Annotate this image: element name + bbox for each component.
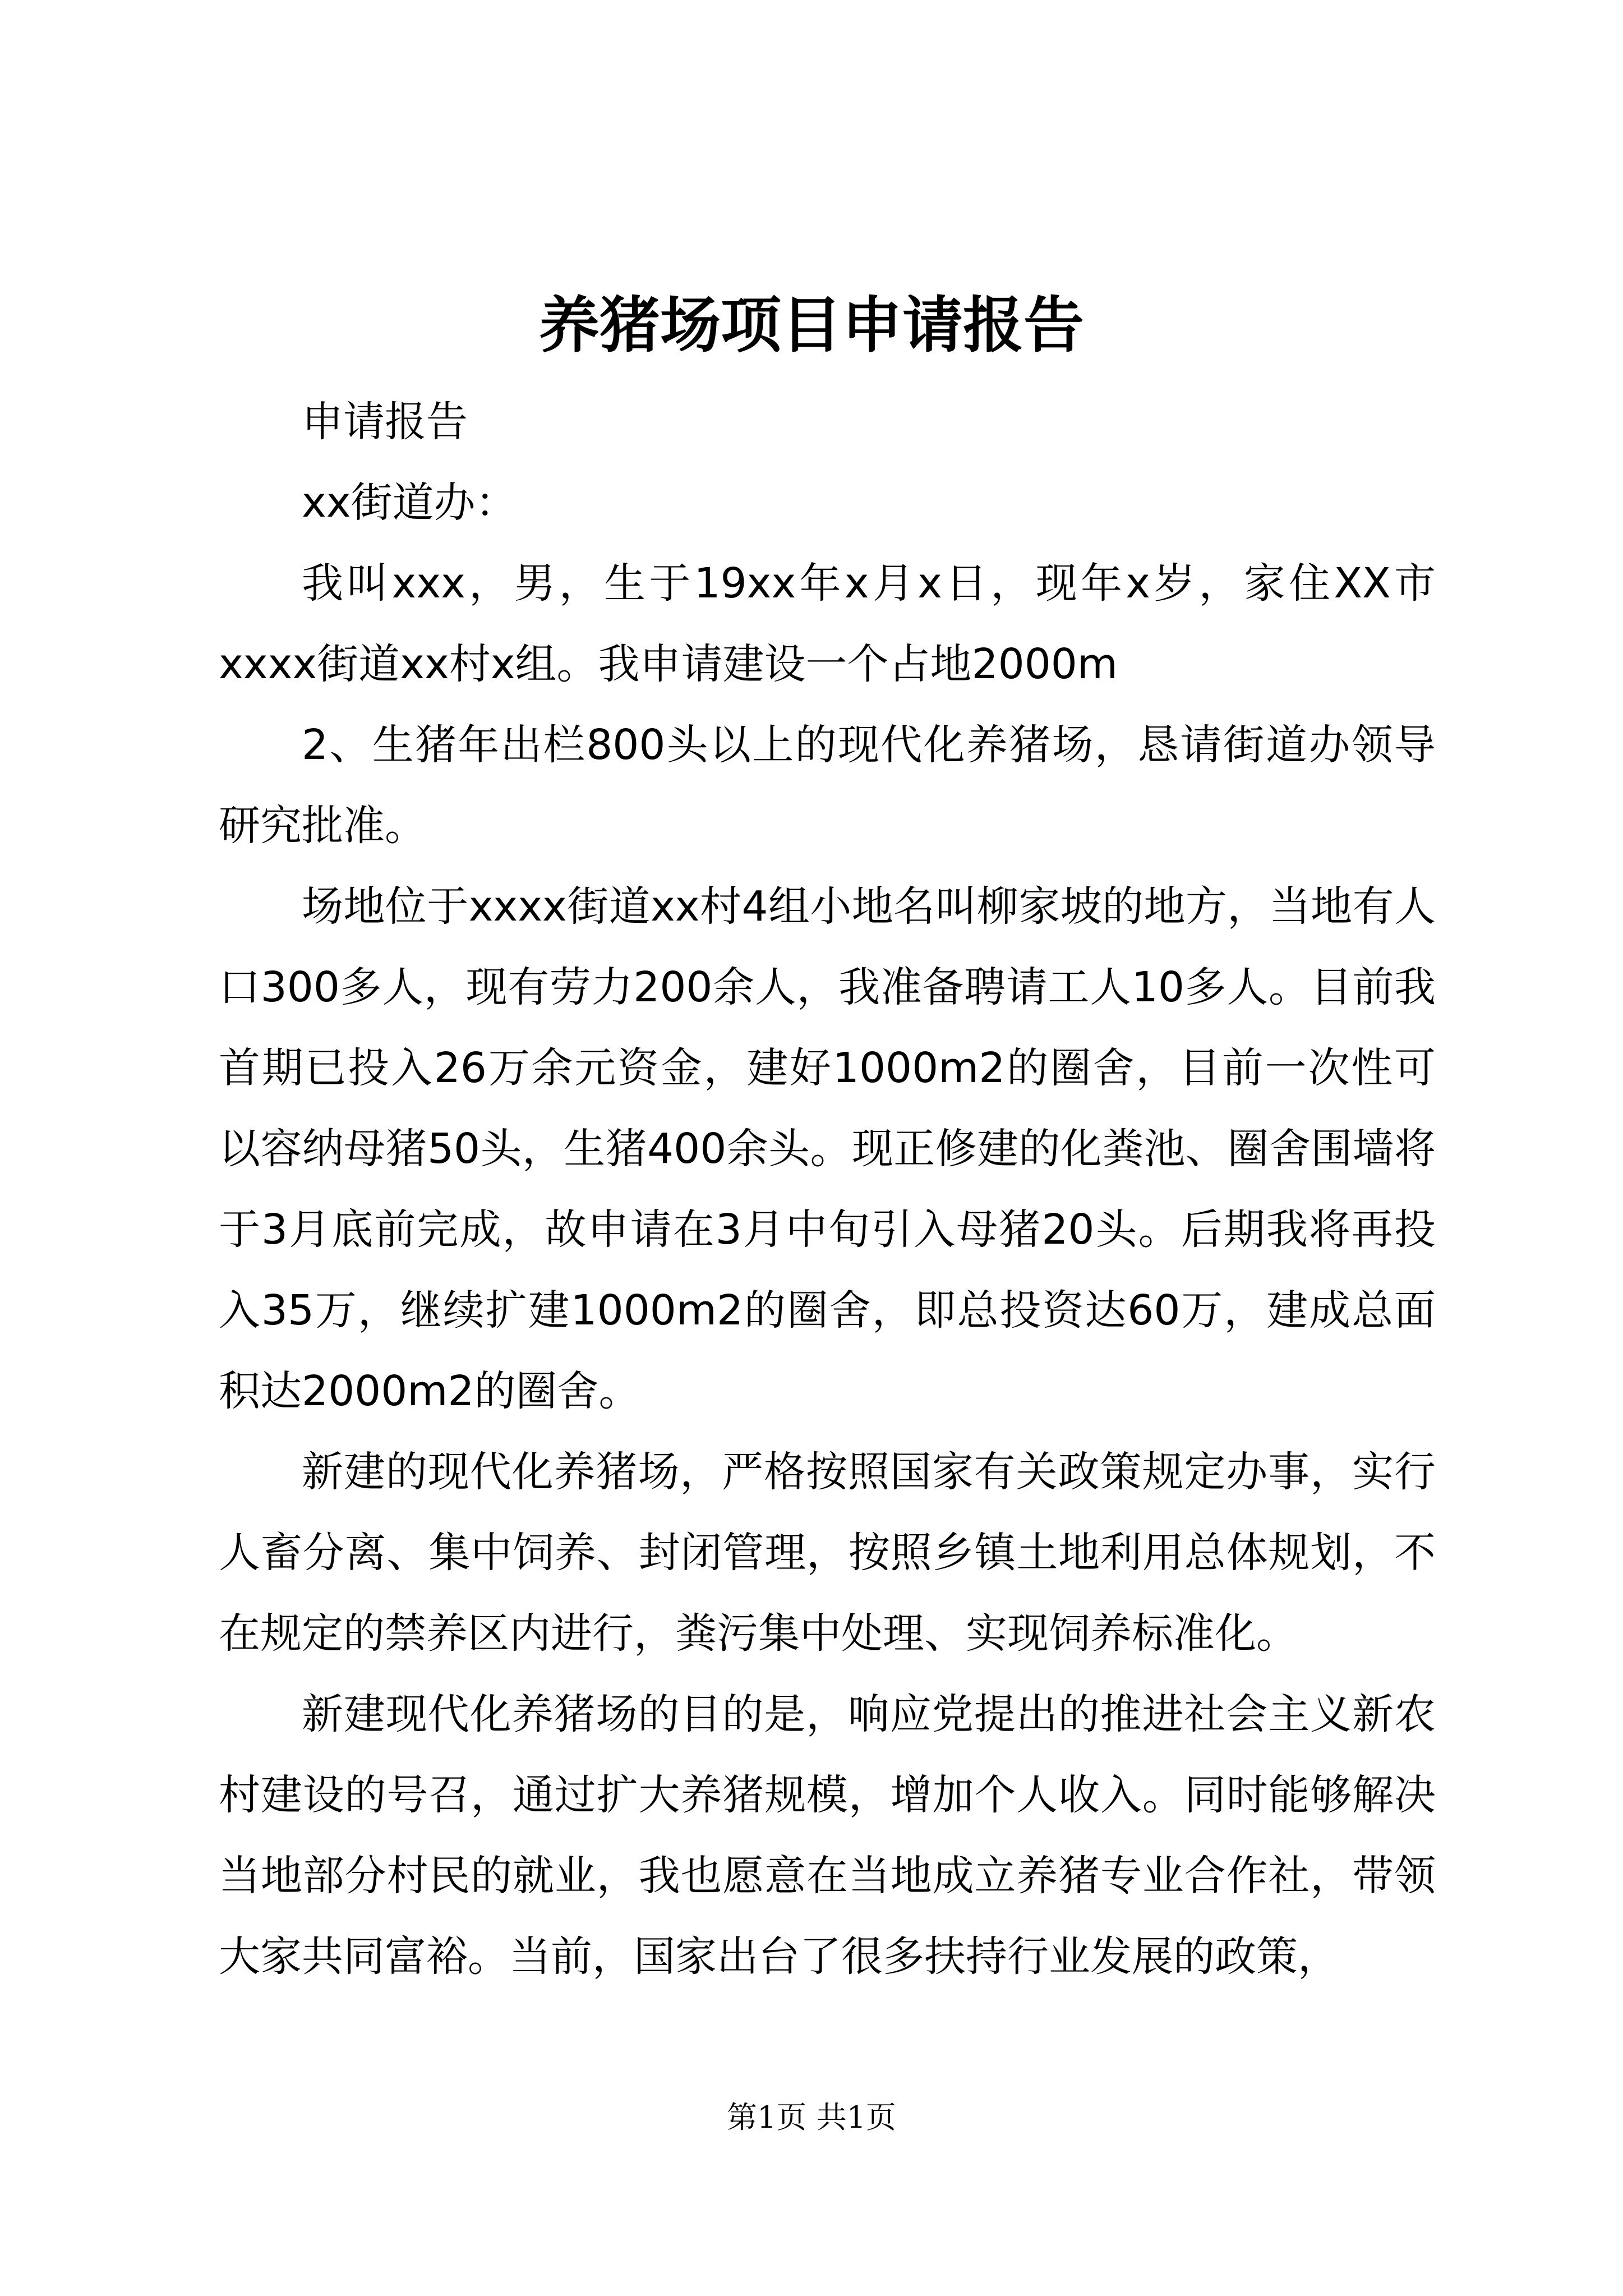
page-footer: 第1页 共1页	[727, 2100, 896, 2135]
paragraph-heading: 申请报告	[302, 398, 468, 446]
paragraph-purpose: 新建现代化养猪场的目的是，响应党提出的推进社会主义新农村建设的号召，通过扩大养猪规模，增加个人收入。同时能够解决当地部分村民的就业，我也愿意在当地成立养猪专业合作社，带领大家共同富裕。当前，国家出台了很多扶持行业发展的政策，	[219, 1690, 1436, 1981]
paragraph-salutation: xx街道办：	[302, 478, 517, 527]
paragraph-request: 2、生猪年出栏800头以上的现代化养猪场，恳请街道办领导研究批准。	[219, 721, 1436, 850]
paragraph-site: 场地位于xxxx街道xx村4组小地名叫柳家坡的地方，当地有人口300多人，现有劳力200余人，我准备聘请工人10多人。目前我首期已投入26万余元资金，建好1000m2的圈舍，目前一次性可以容纳母猪50头，生猪400余头。现正修建的化粪池、圈舍围墙将于3月底前完成，故申请在3月中旬引入母猪20头。后期我将再投入35万，继续扩建1000m2的圈舍，即总投资达60万，建成总面积达2000m2的圈舍。	[219, 882, 1436, 1415]
paragraph-policy: 新建的现代化养猪场，严格按照国家有关政策规定办事，实行人畜分离、集中饲养、封闭管理，按照乡镇土地利用总体规划，不在规定的禁养区内进行，粪污集中处理、实现饲养标准化。	[219, 1448, 1436, 1658]
document-body	[219, 381, 1436, 1997]
paragraph-applicant: 我叫xxx，男，生于19xx年x月x日，现年x岁，家住XX市xxxx街道xx村x组。我申请建设一个占地2000m	[219, 559, 1436, 688]
document-title: 养猪场项目申请报告	[538, 290, 1084, 361]
